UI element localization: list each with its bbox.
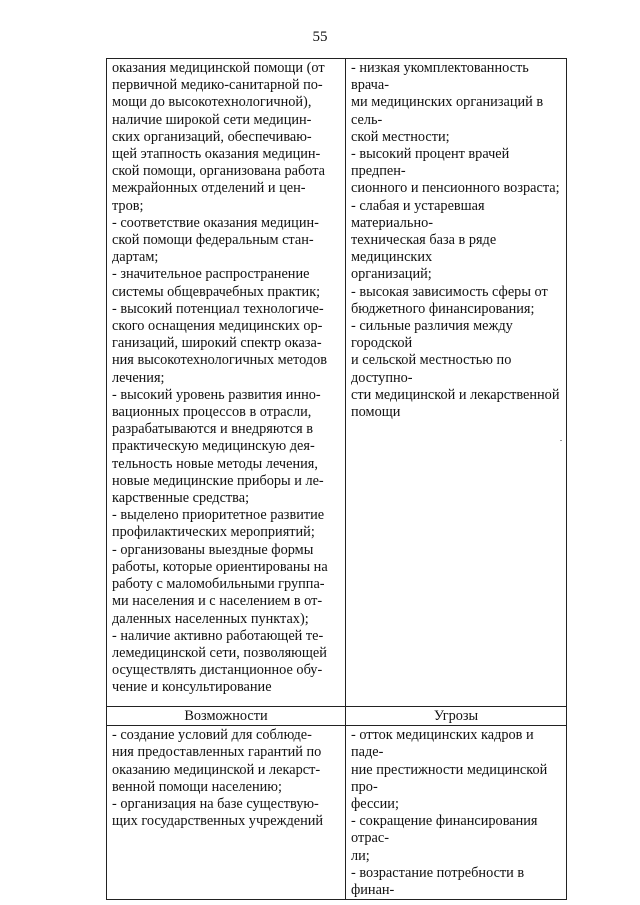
strengths-cell: [107, 59, 346, 707]
table-viewport: [100, 58, 580, 899]
weaknesses-text: - низкая укомплектованность врача- ми медицинских организаций в сель- ской местности; - высокий процент врачей предпен- сионного и пенсионного возраста; - слабая и устаревшая материально- техническая база в ряде медицинских организаций; - высокая зависимость сферы от бюджетного финансирования; - сильные различия между городской и сельской местностью по доступно- сти медицинской и лекарственной помощи: [351, 60, 560, 421]
weaknesses-cell: [346, 59, 567, 707]
strengths-weaknesses-row: [107, 59, 567, 707]
opportunities-header: Возможности: [107, 707, 346, 726]
header-row: [107, 707, 567, 726]
threats-text: - отток медицинских кадров и паде- ние престижности медицинской про- фессии; - сокращение финансирования отрас- ли; - возрастание потребности в финан-: [351, 727, 548, 899]
threats-header: Угрозы: [346, 707, 567, 726]
swot-table: [106, 58, 567, 900]
scan-artifact: [560, 440, 562, 441]
opportunities-text: - создание условий для соблюде- ния предоставленных гарантий по оказанию медицинской и лекарст- венной помощи населению; - организация на базе существую- щих государственных учреждений: [112, 727, 324, 830]
threats-cell: [346, 726, 567, 900]
page-number: 55: [312, 29, 328, 45]
opportunities-cell: [107, 726, 346, 900]
strengths-text: оказания медицинской помощи (от первичной медико-санитарной по- мощи до высокотехнологичной), наличие широкой сети медицин- ских организаций, обеспечиваю- щей этапность оказания медицин- ской помощи, организована работа межрайонных отделений и цен- тров; - соответствие оказания медицин- ской помощи федеральным стан- дартам; - значительное распространение системы общеврачебных практик; - высокий потенциал технологиче- ского оснащения медицинских ор- ганизаций, широкий спектр оказа- ния высокотехнологичных методов лечения; - высокий уровень развития инно- вационных процессов в отрасли, разрабатываются и внедряются в практическую медицинскую дея- тельность новые методы лечения, новые медицинские приборы и ле- карственные средства; - выделено приоритетное развитие профилактических мероприятий; - организованы выездные формы работы, которые ориентированы на работу с маломобильными группа- ми населения и с населением в от- даленных населенных пунктах); - наличие активно работающей те- лемедицинской сети, позволяющей осуществлять дистанционное обу- чение и консультирование: [112, 60, 328, 696]
opportunities-threats-row: [107, 726, 567, 900]
